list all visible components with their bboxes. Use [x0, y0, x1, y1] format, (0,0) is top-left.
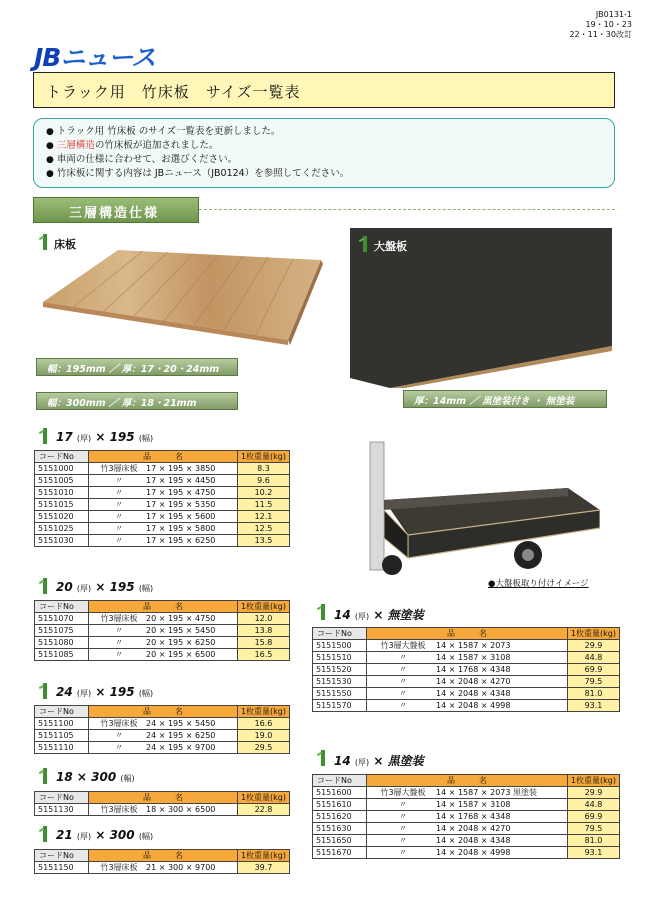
- column-header-name: 品 名: [89, 792, 238, 804]
- table-row: [35, 742, 290, 754]
- product-code: 5151550: [313, 688, 367, 700]
- product-name: [89, 487, 238, 499]
- heading-unit: (幅): [120, 774, 135, 783]
- table-21x300: [34, 849, 290, 874]
- product-dimensions: 14 × 1768 × 4348: [436, 665, 511, 674]
- product-dimensions: 14 × 2048 × 4270: [436, 824, 511, 833]
- product-type: 〃: [399, 848, 407, 857]
- product-code: 5151080: [35, 637, 89, 649]
- product-type: 〃: [115, 488, 123, 497]
- product-code: 5151670: [313, 847, 367, 859]
- product-weight: 44.8: [567, 652, 619, 664]
- table-row: [313, 664, 620, 676]
- heading-times: ×: [95, 430, 106, 444]
- product-weight: 69.9: [567, 664, 619, 676]
- notice-item: [46, 139, 614, 153]
- table-heading-24x195: [38, 685, 153, 699]
- product-weight: 13.5: [237, 535, 289, 547]
- notice-text: の竹床板が追加されました。: [94, 140, 219, 151]
- product-dimensions: 14 × 2048 × 4998: [436, 848, 511, 857]
- table-header-row: [35, 451, 290, 463]
- table-row: [35, 499, 290, 511]
- product-type: 〃: [399, 701, 407, 710]
- product-type: 竹3層床板: [100, 805, 138, 814]
- table-row: [35, 475, 290, 487]
- product-weight: 79.5: [567, 676, 619, 688]
- product-code: 5151000: [35, 463, 89, 475]
- document-code: JB0131-1: [595, 10, 632, 19]
- product-type: 〃: [115, 650, 123, 659]
- spec-banner-300: 幅：300mm ／ 厚：18・21mm: [36, 392, 238, 410]
- product-code: 5151630: [313, 823, 367, 835]
- heading-thickness: 17: [56, 430, 73, 444]
- product-weight: 81.0: [567, 688, 619, 700]
- product-type: 〃: [399, 677, 407, 686]
- heading-finish: 黒塗装: [387, 754, 424, 768]
- product-type: 〃: [399, 800, 407, 809]
- product-type: 〃: [115, 476, 123, 485]
- product-code: 5151650: [313, 835, 367, 847]
- product-dimensions: 21 × 300 × 9700: [146, 863, 216, 872]
- column-header-code: コードNo: [35, 706, 89, 718]
- table-row: [313, 652, 620, 664]
- document-revision-date: 22・11・30改訂: [569, 30, 632, 39]
- heading-times: ×: [373, 754, 384, 768]
- heading-width: 300: [91, 770, 117, 784]
- product-weight: 12.0: [237, 613, 289, 625]
- table-row: [35, 649, 290, 661]
- product-type: 竹3層床板: [100, 719, 138, 728]
- product-name: [89, 637, 238, 649]
- product-dimensions: 17 × 195 × 4750: [146, 488, 216, 497]
- bamboo-icon: [38, 683, 52, 699]
- heading-unit: (厚): [76, 584, 92, 593]
- column-header-weight: 1枚重量(kg): [567, 775, 619, 787]
- product-name: [367, 640, 568, 652]
- notice-item: [46, 125, 614, 139]
- product-dimensions: 18 × 300 × 6500: [146, 805, 216, 814]
- column-header-name: 品 名: [89, 706, 238, 718]
- heading-unit: (幅): [138, 832, 154, 841]
- table-18x300: [34, 791, 290, 816]
- product-type: 〃: [115, 500, 123, 509]
- page-title: トラック用 竹床板 サイズ一覧表: [46, 83, 301, 101]
- product-weight: 44.8: [567, 799, 619, 811]
- heading-thickness: 24: [56, 685, 73, 699]
- product-code: 5151110: [35, 742, 89, 754]
- table-row: [313, 676, 620, 688]
- heading-finish: 無塗装: [387, 608, 424, 622]
- bamboo-icon: [38, 234, 52, 250]
- table-row: [35, 487, 290, 499]
- product-code: 5151570: [313, 700, 367, 712]
- table-row: [35, 637, 290, 649]
- product-weight: 15.8: [237, 637, 289, 649]
- column-header-weight: 1枚重量(kg): [237, 706, 289, 718]
- product-type: 〃: [399, 653, 407, 662]
- truck-caption: ●大盤板取り付けイメージ: [488, 579, 589, 589]
- table-row: [35, 535, 290, 547]
- column-header-code: コードNo: [35, 792, 89, 804]
- table-header-row: [35, 706, 290, 718]
- product-type: 〃: [399, 812, 407, 821]
- heading-unit: (厚): [354, 758, 370, 767]
- product-name: [367, 700, 568, 712]
- product-code: 5151500: [313, 640, 367, 652]
- product-dimensions: 20 × 195 × 5450: [146, 626, 216, 635]
- column-header-weight: 1枚重量(kg): [237, 601, 289, 613]
- heading-times: ×: [95, 685, 106, 699]
- heading-unit: (幅): [138, 434, 154, 443]
- product-dimensions: 17 × 195 × 5600: [146, 512, 216, 521]
- table-heading-20x195: [38, 580, 153, 594]
- product-dimensions: 14 × 2048 × 4348: [436, 689, 511, 698]
- heading-width: 195: [109, 430, 135, 444]
- product-code: 5151070: [35, 613, 89, 625]
- product-dimensions: 14 × 2048 × 4998: [436, 701, 511, 710]
- product-dimensions: 24 × 195 × 5450: [146, 719, 216, 728]
- heading-unit: (幅): [138, 584, 154, 593]
- bamboo-icon: [38, 578, 52, 594]
- product-code: 5151530: [313, 676, 367, 688]
- heading-times: ×: [95, 580, 106, 594]
- product-weight: 22.8: [237, 804, 289, 816]
- table-row: [313, 640, 620, 652]
- product-name: [367, 823, 568, 835]
- table-row: [35, 511, 290, 523]
- column-header-weight: 1枚重量(kg): [567, 628, 619, 640]
- bamboo-icon: [316, 604, 330, 620]
- product-weight: 39.7: [237, 862, 289, 874]
- notice-item: [46, 153, 614, 167]
- product-code: 5151600: [313, 787, 367, 799]
- column-header-code: コードNo: [35, 601, 89, 613]
- product-type: 〃: [399, 836, 407, 845]
- table-row: [35, 862, 290, 874]
- product-type: 〃: [115, 731, 123, 740]
- table-row: [35, 804, 290, 816]
- column-header-code: コードNo: [35, 850, 89, 862]
- product-dimensions: 24 × 195 × 6250: [146, 731, 216, 740]
- product-name: [89, 499, 238, 511]
- table-row: [35, 523, 290, 535]
- product-code: 5151020: [35, 511, 89, 523]
- product-code: 5151520: [313, 664, 367, 676]
- product-type: 〃: [115, 524, 123, 533]
- product-code: 5151105: [35, 730, 89, 742]
- notice-box: [33, 118, 615, 188]
- product-type: 〃: [115, 638, 123, 647]
- product-weight: 93.1: [567, 847, 619, 859]
- bamboo-icon: [38, 428, 52, 444]
- table-row: [313, 847, 620, 859]
- product-dimensions: 17 × 195 × 5350: [146, 500, 216, 509]
- heading-width: 300: [109, 828, 135, 842]
- product-code: 5151130: [35, 804, 89, 816]
- product-name: [89, 649, 238, 661]
- product-name: [89, 475, 238, 487]
- product-name: [367, 787, 568, 799]
- column-header-weight: 1枚重量(kg): [237, 451, 289, 463]
- product-type: 竹3層床板: [100, 614, 138, 623]
- product-name: [89, 718, 238, 730]
- table-row: [313, 787, 620, 799]
- product-name: [367, 847, 568, 859]
- column-header-name: 品 名: [89, 451, 238, 463]
- logo-jb: JB: [34, 43, 61, 72]
- notice-text: 竹床板に関する内容は JBニュース（JB0124）を参照してください。: [56, 168, 350, 179]
- heading-width: 195: [109, 685, 135, 699]
- table-row: [313, 835, 620, 847]
- product-code: 5151075: [35, 625, 89, 637]
- product-code: 5151150: [35, 862, 89, 874]
- table-17x195: [34, 450, 290, 547]
- product-name: [89, 862, 238, 874]
- product-dimensions: 17 × 195 × 3850: [146, 464, 216, 473]
- bamboo-icon: [316, 750, 330, 766]
- bamboo-icon: [358, 236, 372, 252]
- table-14-black: [312, 774, 620, 859]
- floor-label: 床板: [54, 238, 76, 251]
- product-code: 5151030: [35, 535, 89, 547]
- column-header-weight: 1枚重量(kg): [237, 850, 289, 862]
- product-dimensions: 14 × 1587 × 3108: [436, 800, 511, 809]
- table-header-row: [35, 850, 290, 862]
- bamboo-icon: [38, 768, 52, 784]
- jb-news-logo: [34, 38, 155, 74]
- table-heading-17x195: [38, 430, 153, 444]
- product-dimensions: 14 × 1587 × 2073 黒塗装: [436, 788, 538, 797]
- heading-thickness: 21: [56, 828, 73, 842]
- product-type: 竹3層床板: [100, 464, 138, 473]
- heading-width: 195: [109, 580, 135, 594]
- product-code: 5151100: [35, 718, 89, 730]
- notice-highlight: 三層構造: [56, 140, 95, 151]
- column-header-name: 品 名: [89, 850, 238, 862]
- product-code: 5151005: [35, 475, 89, 487]
- table-row: [313, 799, 620, 811]
- product-code: 5151085: [35, 649, 89, 661]
- product-code: 5151025: [35, 523, 89, 535]
- heading-unit: (厚): [354, 612, 370, 621]
- product-weight: 79.5: [567, 823, 619, 835]
- product-dimensions: 17 × 195 × 6250: [146, 536, 216, 545]
- product-dimensions: 14 × 1768 × 4348: [436, 812, 511, 821]
- product-dimensions: 14 × 1587 × 3108: [436, 653, 511, 662]
- product-code: 5151620: [313, 811, 367, 823]
- heading-unit: (幅): [138, 689, 154, 698]
- table-row: [35, 718, 290, 730]
- product-dimensions: 14 × 2048 × 4348: [436, 836, 511, 845]
- product-weight: 16.5: [237, 649, 289, 661]
- product-name: [89, 523, 238, 535]
- product-weight: 11.5: [237, 499, 289, 511]
- product-weight: 29.9: [567, 640, 619, 652]
- product-name: [89, 463, 238, 475]
- column-header-code: コードNo: [35, 451, 89, 463]
- column-header-name: 品 名: [367, 775, 568, 787]
- product-name: [89, 730, 238, 742]
- heading-unit: (厚): [76, 832, 92, 841]
- product-type: 〃: [115, 626, 123, 635]
- product-weight: 8.3: [237, 463, 289, 475]
- product-name: [89, 742, 238, 754]
- product-dimensions: 20 × 195 × 6500: [146, 650, 216, 659]
- heading-thickness: 18: [56, 770, 73, 784]
- panel-label: 大盤板: [374, 240, 407, 253]
- logo-news: ニュース: [60, 43, 156, 72]
- product-weight: 12.5: [237, 523, 289, 535]
- table-heading-18x300: [38, 770, 135, 784]
- product-code: 5151010: [35, 487, 89, 499]
- column-header-weight: 1枚重量(kg): [237, 792, 289, 804]
- column-header-code: コードNo: [313, 775, 367, 787]
- product-weight: 10.2: [237, 487, 289, 499]
- column-header-name: 品 名: [89, 601, 238, 613]
- product-weight: 93.1: [567, 700, 619, 712]
- notice-text: トラック用 竹床板 のサイズ一覧表を更新しました。: [56, 126, 281, 137]
- product-dimensions: 20 × 195 × 6250: [146, 638, 216, 647]
- table-row: [313, 823, 620, 835]
- product-type: 〃: [399, 689, 407, 698]
- product-name: [89, 613, 238, 625]
- product-name: [367, 676, 568, 688]
- table-row: [313, 811, 620, 823]
- table-heading-21x300: [38, 828, 153, 842]
- product-name: [367, 835, 568, 847]
- table-24x195: [34, 705, 290, 754]
- table-row: [35, 730, 290, 742]
- product-dimensions: 17 × 195 × 5800: [146, 524, 216, 533]
- product-type: 〃: [115, 512, 123, 521]
- product-type: 竹3層床板: [100, 863, 138, 872]
- product-name: [89, 511, 238, 523]
- product-weight: 29.9: [567, 787, 619, 799]
- heading-times: ×: [76, 770, 87, 784]
- table-row: [313, 700, 620, 712]
- spec-banner-14: 厚：14mm ／ 黒塗装付き ・ 無塗装: [403, 390, 607, 408]
- table-row: [313, 688, 620, 700]
- product-code: 5151610: [313, 799, 367, 811]
- table-header-row: [35, 792, 290, 804]
- product-type: 〃: [399, 824, 407, 833]
- product-type: 竹3層大盤板: [380, 788, 426, 797]
- notice-item: [46, 167, 614, 181]
- product-weight: 69.9: [567, 811, 619, 823]
- table-heading-14-black: [316, 752, 424, 769]
- table-header-row: [35, 601, 290, 613]
- spec-banner-195: 幅：195mm ／ 厚：17・20・24mm: [36, 358, 238, 376]
- title-box: [33, 72, 615, 108]
- product-dimensions: 14 × 1587 × 2073: [436, 641, 511, 650]
- product-name: [89, 625, 238, 637]
- product-weight: 13.8: [237, 625, 289, 637]
- floor-board-photo: [43, 250, 323, 345]
- section-banner: 三層構造仕様: [33, 197, 199, 223]
- product-dimensions: 17 × 195 × 4450: [146, 476, 216, 485]
- product-dimensions: 14 × 2048 × 4270: [436, 677, 511, 686]
- product-dimensions: 20 × 195 × 4750: [146, 614, 216, 623]
- product-weight: 19.0: [237, 730, 289, 742]
- table-header-row: [313, 775, 620, 787]
- product-name: [89, 535, 238, 547]
- product-name: [89, 804, 238, 816]
- table-14-uncoated: [312, 627, 620, 712]
- product-name: [367, 811, 568, 823]
- heading-times: ×: [373, 608, 384, 622]
- bamboo-icon: [38, 826, 52, 842]
- product-name: [367, 688, 568, 700]
- table-header-row: [313, 628, 620, 640]
- product-dimensions: 24 × 195 × 9700: [146, 743, 216, 752]
- product-weight: 81.0: [567, 835, 619, 847]
- table-row: [35, 463, 290, 475]
- product-weight: 29.5: [237, 742, 289, 754]
- notice-text: 車両の仕様に合わせて、お選びください。: [56, 154, 238, 165]
- document-meta: [569, 10, 632, 40]
- product-type: 〃: [399, 665, 407, 674]
- heading-thickness: 14: [334, 754, 351, 768]
- heading-thickness: 14: [334, 608, 351, 622]
- product-weight: 12.1: [237, 511, 289, 523]
- document-date: 19・10・23: [585, 20, 632, 29]
- product-name: [367, 652, 568, 664]
- table-heading-14-uncoated: [316, 606, 424, 623]
- section-divider: [199, 209, 615, 211]
- product-type: 〃: [115, 536, 123, 545]
- heading-times: ×: [95, 828, 106, 842]
- table-20x195: [34, 600, 290, 661]
- product-weight: 9.6: [237, 475, 289, 487]
- panel-label-group: [358, 236, 458, 254]
- product-code: 5151015: [35, 499, 89, 511]
- product-name: [367, 799, 568, 811]
- product-weight: 16.6: [237, 718, 289, 730]
- column-header-name: 品 名: [367, 628, 568, 640]
- heading-thickness: 20: [56, 580, 73, 594]
- product-type: 竹3層大盤板: [380, 641, 426, 650]
- heading-unit: (厚): [76, 689, 92, 698]
- product-name: [367, 664, 568, 676]
- product-code: 5151510: [313, 652, 367, 664]
- heading-unit: (厚): [76, 434, 92, 443]
- table-row: [35, 625, 290, 637]
- truck-photo: [368, 440, 600, 585]
- table-row: [35, 613, 290, 625]
- column-header-code: コードNo: [313, 628, 367, 640]
- product-type: 〃: [115, 743, 123, 752]
